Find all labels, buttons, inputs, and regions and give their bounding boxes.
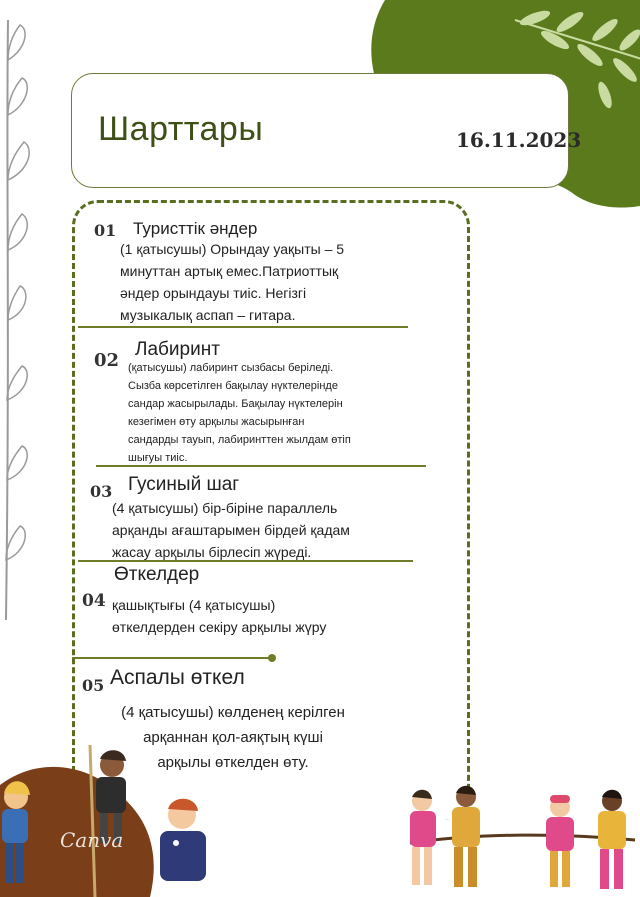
divider [78, 560, 413, 562]
section-number: 02 [94, 350, 120, 371]
date-label: 16.11.2023 [456, 128, 582, 152]
section-number: 05 [82, 676, 105, 695]
section-heading: Лабиринт [135, 339, 220, 360]
section-number: 01 [94, 221, 117, 240]
tug-of-war-illustration-icon [400, 785, 640, 897]
section-body: (1 қатысушы) Орындау уақыты – 5 минуттан артық емес.Патриоттық әндер орындауы тиіс. Негізгі музыкалық аспап – гитара. [120, 241, 345, 323]
page-title: Шарттары [98, 110, 264, 148]
watermark: Canva [60, 828, 124, 852]
divider [72, 657, 272, 659]
section-heading: Туристтік әндер [133, 219, 258, 238]
divider-dot [268, 654, 276, 662]
section-body: (қатысушы) лабиринт сызбасы беріледі. Сызба көрсетілген бақылау нүктелерінде сандар жасырылады. Бақылау нүктелерін кезегімен өту арқылы жасырынған сандарды тауып, лабиринттен жылдам өтіп шығуы тиіс. [128, 362, 351, 464]
section-number: 04 [82, 591, 106, 611]
divider [96, 465, 426, 467]
kids-climbing-illustration-icon [0, 745, 220, 897]
vine-decoration-icon [0, 20, 60, 620]
section-heading: Аспалы өткел [110, 666, 245, 689]
section-number: 03 [90, 482, 113, 501]
section-body: қашықтығы (4 қатысушы) өткелдерден секіру арқылы жүру [112, 597, 327, 635]
section-body: (4 қатысушы) көлденең керілген арқаннан қол-аяқтың күші арқылы өткелден өту. [121, 704, 345, 771]
section-body: (4 қатысушы) бір-біріне параллель арқанды ағаштарымен бірдей қадам жасау арқылы бірлесіп жүреді. [112, 500, 350, 560]
divider [78, 326, 408, 328]
section-heading: Гусиный шаг [128, 474, 240, 495]
section-heading: Өткелдер [114, 564, 200, 585]
